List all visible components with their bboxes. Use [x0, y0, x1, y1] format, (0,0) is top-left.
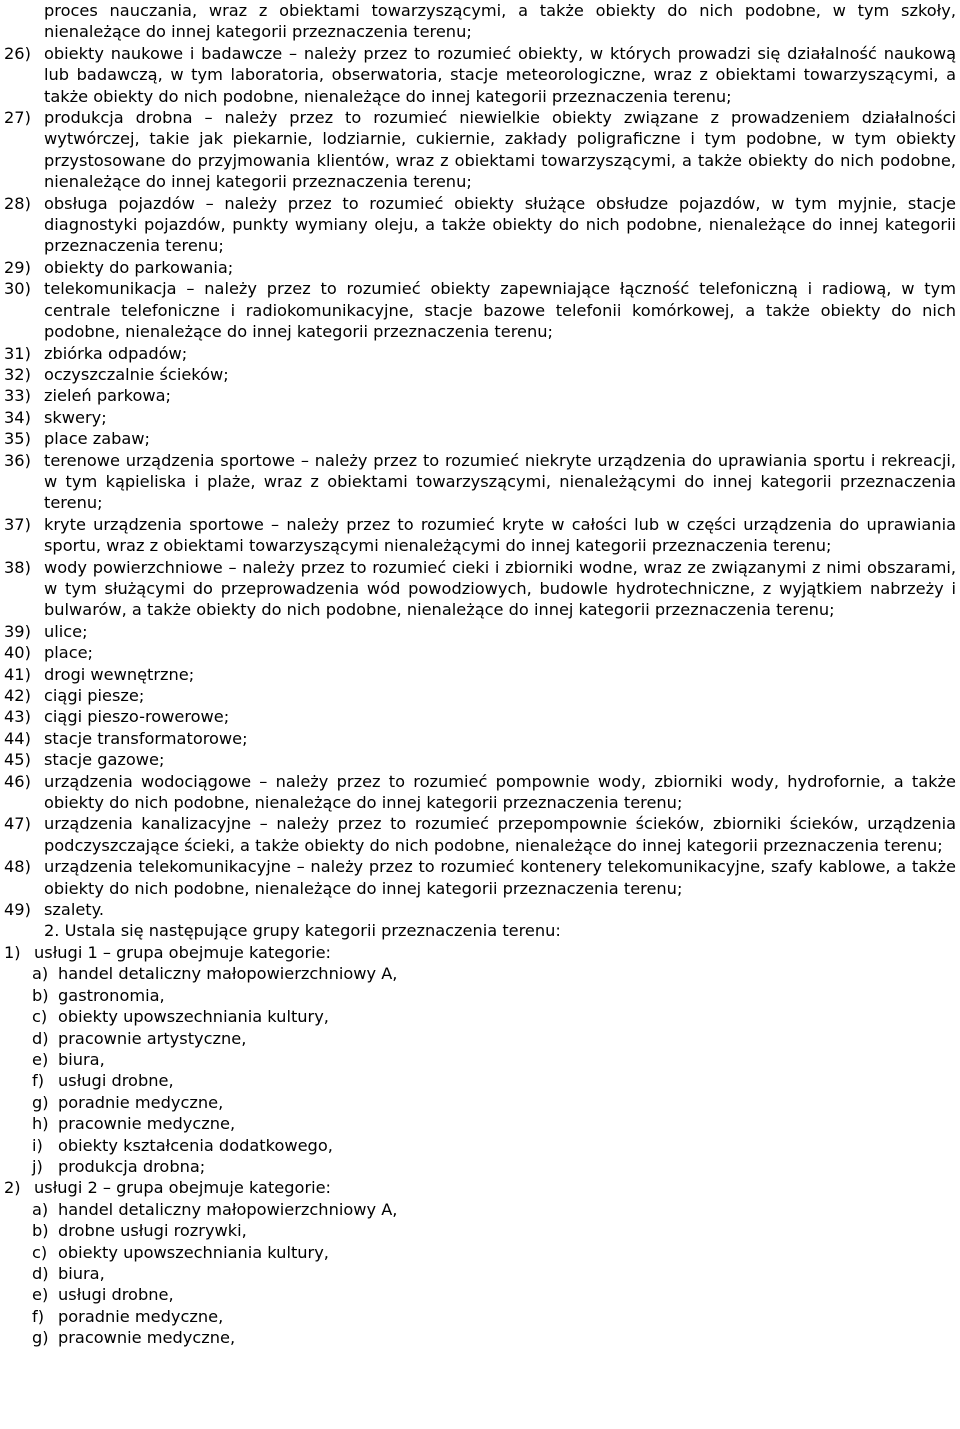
list-item: [4, 193, 956, 257]
list-item-number: 44): [4, 728, 31, 748]
group-subitem-letter: f): [32, 1306, 45, 1326]
group-subitem-letter: f): [32, 1071, 45, 1091]
list-item-text: telekomunikacja – należy przez to rozumieć obiekty zapewniające łączność telefoniczną i radiową, w tym centrale telefoniczne i radiokomunikacyjne, stacje bazowe telefonii komórkowej, a także obiekty do nich podobne, nienależące do innej kategorii przeznaczenia terenu;: [44, 279, 956, 342]
list-item-text: obiekty do parkowania;: [44, 257, 234, 277]
list-item-text: ciągi pieszo-rowerowe;: [44, 707, 230, 727]
list-item-text: terenowe urządzenia sportowe – należy przez to rozumieć niekryte urządzenia do uprawiania sportu i rekreacji, w tym kąpieliska i plaże, wraz z obiektami towarzyszącymi, nienależącymi do innej kategorii przeznaczenia terenu;: [44, 450, 956, 513]
group-subitem-letter: e): [32, 1049, 49, 1069]
group-subitem-text: drobne usługi rozrywki,: [58, 1221, 247, 1241]
list-item: [4, 107, 956, 193]
list-item: [4, 728, 956, 749]
list-item-number: 38): [4, 557, 31, 577]
group-subitem-text: pracownie medyczne,: [58, 1114, 236, 1134]
list-item-number: 39): [4, 621, 31, 641]
group-subitem-letter: c): [32, 1007, 48, 1027]
list-item: [4, 385, 956, 406]
group-subitem-text: pracownie medyczne,: [58, 1328, 236, 1348]
list-item-text: stacje gazowe;: [44, 750, 165, 770]
group-subitem: [4, 1263, 956, 1284]
group-subitem-letter: a): [32, 964, 49, 984]
group-subitem-text: pracownie artystyczne,: [58, 1028, 247, 1048]
group-subitem: [4, 1113, 956, 1134]
group-subitem: [4, 1327, 956, 1348]
list-item: [4, 685, 956, 706]
group-subitem-letter: b): [32, 985, 49, 1005]
list-item-text: wody powierzchniowe – należy przez to rozumieć cieki i zbiorniki wodne, wraz ze związanymi z nimi obszarami, w tym służącymi do przeprowadzenia wód powodziowych, budowle hydrotechniczne, z wyjątkiem nabrzeży i bulwarów, a także obiekty do nich podobne, nienależące do innej kategorii przeznaczenia terenu;: [44, 557, 956, 620]
continuation-paragraph: [4, 0, 956, 43]
section-2-heading: [4, 920, 956, 941]
list-item-number: 42): [4, 686, 31, 705]
group-subitem: [4, 1199, 956, 1220]
group-subitem: [4, 963, 956, 984]
list-item: [4, 642, 956, 663]
group-subitem-letter: d): [32, 1263, 49, 1283]
group-subitem: [4, 1156, 956, 1177]
group-subitem: [4, 1306, 956, 1327]
category-groups-list: [4, 942, 956, 1349]
group-subitem-text: obiekty upowszechniania kultury,: [58, 1242, 329, 1262]
list-item-text: obsługa pojazdów – należy przez to rozumieć obiekty służące obsłudze pojazdów, w tym myjnie, stacje diagnostyki pojazdów, punkty wymiany oleju, a także obiekty do nich podobne, nienależące do innej kategorii przeznaczenia terenu;: [44, 193, 956, 256]
list-item-text: zieleń parkowa;: [44, 386, 171, 406]
list-item-text: place;: [44, 643, 94, 663]
list-item-number: 34): [4, 407, 31, 427]
list-item-number: 37): [4, 514, 31, 534]
list-item-text: szalety.: [44, 900, 105, 920]
group-subitem-text: biura,: [58, 1049, 105, 1069]
group-subitem: [4, 1242, 956, 1263]
group-subitem: [4, 1092, 956, 1113]
list-item-text: place zabaw;: [44, 429, 151, 449]
list-item-number: 49): [4, 900, 31, 920]
list-item-text: zbiórka odpadów;: [44, 343, 188, 363]
list-item-text: ciągi piesze;: [44, 686, 145, 705]
list-item: [4, 749, 956, 770]
list-item-number: 45): [4, 750, 31, 770]
group-subitem-letter: c): [32, 1242, 48, 1262]
list-item: [4, 856, 956, 899]
list-item: [4, 557, 956, 621]
list-item: [4, 899, 956, 920]
group-subitem-letter: h): [32, 1114, 49, 1134]
group-subitem-text: produkcja drobna;: [58, 1156, 206, 1176]
group-number: 2): [4, 1178, 21, 1198]
group-subitem-letter: i): [32, 1135, 43, 1155]
list-item: [4, 514, 956, 557]
list-item: [4, 364, 956, 385]
list-item-text: skwery;: [44, 407, 107, 427]
group-subitem-letter: e): [32, 1285, 49, 1305]
group-text: usługi 1 – grupa obejmuje kategorie:: [34, 942, 332, 962]
list-item-number: 47): [4, 814, 31, 834]
list-item-number: 31): [4, 343, 31, 363]
list-item-text: kryte urządzenia sportowe – należy przez to rozumieć kryte w całości lub w części urządzenia do uprawiania sportu, wraz z obiektami towarzyszącymi nienależącymi do innej kategorii przeznaczenia terenu;: [44, 514, 956, 556]
group-subitem-text: biura,: [58, 1263, 105, 1283]
list-item-number: 43): [4, 707, 31, 727]
list-item-number: 30): [4, 279, 31, 299]
list-item-number: 48): [4, 857, 31, 877]
group-subitem-text: poradnie medyczne,: [58, 1092, 224, 1112]
list-item: [4, 450, 956, 514]
list-item-number: 32): [4, 364, 31, 384]
list-item: [4, 257, 956, 278]
list-item-text: stacje transformatorowe;: [44, 728, 248, 748]
group-subitem-letter: j): [32, 1156, 43, 1176]
list-item-number: 36): [4, 450, 31, 470]
group-subitem-text: handel detaliczny małopowierzchniowy A,: [58, 964, 398, 984]
list-item: [4, 621, 956, 642]
list-item-text: obiekty naukowe i badawcze – należy przez to rozumieć obiekty, w których prowadzi się działalność naukową lub badawczą, w tym laboratoria, obserwatoria, stacje meteorologiczne, wraz z obiektami towarzyszącymi, a także obiekty do nich podobne, nienależące do innej kategorii przeznaczenia terenu;: [44, 43, 956, 106]
group-item: [4, 942, 956, 963]
group-subitem-text: usługi drobne,: [58, 1071, 174, 1091]
section-2-text: 2. Ustala się następujące grupy kategorii przeznaczenia terenu:: [44, 921, 561, 941]
group-subitem-letter: d): [32, 1028, 49, 1048]
list-item: [4, 706, 956, 727]
list-item: [4, 664, 956, 685]
continuation-text: proces nauczania, wraz z obiektami towarzyszącymi, a także obiekty do nich podobne, w tym szkoły, nienależące do innej kategorii przeznaczenia terenu;: [44, 1, 956, 42]
group-subitem-letter: g): [32, 1328, 49, 1348]
list-item: [4, 343, 956, 364]
list-item: [4, 813, 956, 856]
list-item-number: 41): [4, 664, 31, 684]
group-subitem: [4, 1135, 956, 1156]
list-item-text: urządzenia telekomunikacyjne – należy przez to rozumieć kontenery telekomunikacyjne, szafy kablowe, a także obiekty do nich podobne, nienależące do innej kategorii przeznaczenia terenu;: [44, 857, 956, 898]
group-subitem-text: usługi drobne,: [58, 1285, 174, 1305]
list-item-number: 28): [4, 193, 31, 213]
list-item-number: 26): [4, 43, 31, 63]
group-subitem: [4, 1070, 956, 1091]
definitions-list: [4, 43, 956, 921]
list-item-text: urządzenia kanalizacyjne – należy przez to rozumieć przepompownie ścieków, zbiorniki ścieków, urządzenia podczyszczające ścieki, a także obiekty do nich podobne, nienależące do innej kategorii przeznaczenia terenu;: [44, 814, 956, 855]
list-item-text: produkcja drobna – należy przez to rozumieć niewielkie obiekty związane z prowadzeniem działalności wytwórczej, takie jak piekarnie, lodziarnie, cukiernie, zakłady poligraficzne i tym podobne, w tym obiekty przystosowane do przyjmowania klientów, wraz z obiektami towarzyszącymi, a także obiekty do nich podobne, nienależące do innej kategorii przeznaczenia terenu;: [44, 108, 956, 192]
list-item: [4, 771, 956, 814]
group-subitem-text: poradnie medyczne,: [58, 1306, 224, 1326]
group-number: 1): [4, 942, 21, 962]
list-item-number: 33): [4, 386, 31, 406]
list-item-number: 27): [4, 108, 31, 128]
group-subitem-text: gastronomia,: [58, 985, 165, 1005]
group-subitem-letter: g): [32, 1092, 49, 1112]
list-item-text: ulice;: [44, 621, 88, 641]
group-subitem: [4, 985, 956, 1006]
list-item: [4, 43, 956, 107]
group-subitem-text: obiekty upowszechniania kultury,: [58, 1007, 329, 1027]
group-subitem: [4, 1284, 956, 1305]
list-item: [4, 278, 956, 342]
list-item: [4, 407, 956, 428]
list-item-number: 35): [4, 429, 31, 449]
group-subitem: [4, 1028, 956, 1049]
list-item-text: urządzenia wodociągowe – należy przez to rozumieć pompownie wody, zbiorniki wody, hydrofornie, a także obiekty do nich podobne, nienależące do innej kategorii przeznaczenia terenu;: [44, 771, 956, 813]
group-subitem: [4, 1006, 956, 1027]
group-subitem-text: handel detaliczny małopowierzchniowy A,: [58, 1199, 398, 1219]
group-subitem-letter: a): [32, 1199, 49, 1219]
list-item: [4, 428, 956, 449]
group-item: [4, 1177, 956, 1198]
group-text: usługi 2 – grupa obejmuje kategorie:: [34, 1178, 332, 1198]
list-item-number: 40): [4, 643, 31, 663]
list-item-text: oczyszczalnie ścieków;: [44, 364, 229, 384]
list-item-number: 46): [4, 771, 31, 791]
group-subitem-letter: b): [32, 1221, 49, 1241]
group-subitem: [4, 1049, 956, 1070]
list-item-number: 29): [4, 257, 31, 277]
list-item-text: drogi wewnętrzne;: [44, 664, 195, 684]
group-subitem: [4, 1220, 956, 1241]
group-subitem-text: obiekty kształcenia dodatkowego,: [58, 1135, 333, 1155]
